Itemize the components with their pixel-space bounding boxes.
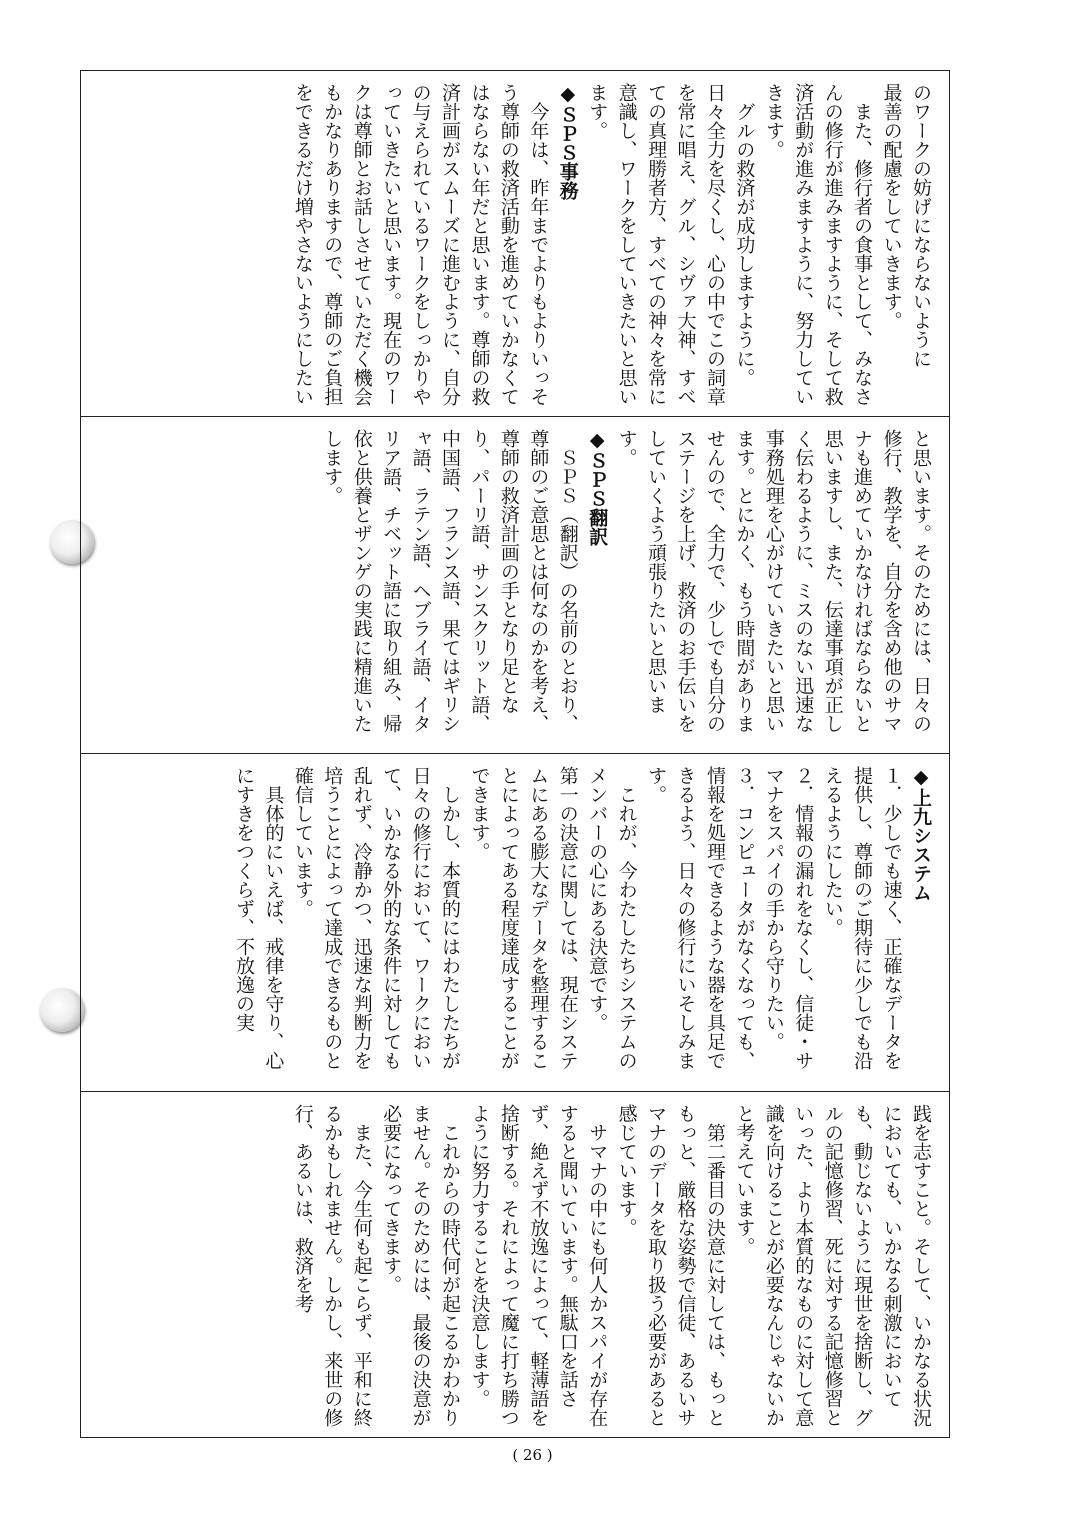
paragraph: これが、今わたしたちシステムのメンバーの心にある決意です。 [586,766,638,1070]
paragraph: しかし、本質的にはわたしたちが日々の修行において、ワークにおいて、いかなる外的な条件に対しても乱れず、冷静かつ、迅速な判断力を培うことによって達成できるものと確信しています。 [291,766,461,1070]
tier-2-text [81,417,949,753]
tier-4-text [81,1092,949,1437]
tier-1 [81,71,949,416]
paragraph: 具体的にいえば、戒律を守り、心にすきをつくらず、不放逸の実 [232,766,285,1070]
binder-hole-bottom [40,988,84,1032]
paragraph: これからの時代何が起こるかわかりません。そのためには、最後の決意が必要になってきます。 [380,1104,461,1427]
tier-2 [81,416,949,753]
paragraph: 第二番目の決意に対しては、もっともっと、厳格な姿勢で信徒、あるいサマナのデータを取り扱う必要があると感じています。 [615,1104,726,1427]
paragraph: のワークの妨げにならないように [910,83,932,368]
paragraph: １．少しでも速く、正確なデータを提供し、尊師のご期待に少しでも沿えるようにしたい。 [821,766,903,1070]
paragraph: グルの救済が成功しますように。日々全力を尽くし、心の中でこの詞章を常に唱え、グル、シヴァ大神、すべての真理勝者方、すべての神々を常に意識し、ワークをしていきたいと思います。 [586,83,756,406]
paragraph: ３．コンピュータがなくなっても、情報を処理できるような器を具足できるよう、日々の修行にいそしみます。 [645,766,756,1070]
text-frame [80,70,950,1438]
page-number: ( 26 ) [512,1446,553,1464]
tier-3-text [81,754,949,1091]
paragraph: ２．情報の漏れをなくし、信徒・サマナをスパイの手から守りたい。 [762,766,815,1070]
tier-1-text [81,71,949,416]
paragraph: 践を志すこと。そして、いかなる状況においても、いかなる刺激においても、動じないように現世を捨断し、グルの記憶修習、死に対する記憶修習といった、より本質的なものに対して意識を向けることが必要なんじゃないかと考えています。 [733,1104,932,1427]
paragraph: 今年は、昨年までよりもよりいっそう尊師の救済活動を進めていかなくてはならない年だと思います。尊師の救済計画がスムーズに進むように、自分の与えられているワークをしっかりやっていきたいと思います。現在のワークは尊師とお話しさせていただく機会もかなりありますので、尊師のご負担をできるだけ増やさないようにしたい [291,83,550,406]
paragraph: 第一の決意に関しては、現在システムにある膨大なデータを整理することによってある程度達成することができます。 [468,766,579,1070]
section-heading: ◆ＳＰＳ事務 [556,83,579,200]
paragraph: サマナの中にも何人かスパイが存在すると聞いています。無駄口を話さず、絶えず不放逸によって、軽薄語を捨断する。それによって魔に打ち勝つように努力することを決意します。 [468,1104,609,1427]
paragraph: 最善の配慮をしていきます。 [880,83,903,330]
tier-3 [81,753,949,1091]
section-heading: ◆ＳＰＳ翻訳 [586,429,609,546]
paragraph: また、修行者の食事として、みなさんの修行が進みますように、そして救済活動が進みますように、努力していきます。 [762,83,874,406]
section-heading: ◆上九システム [910,766,932,902]
paragraph: と思います。そのためには、日々の修行、教学を、自分を含め他のサマナも進めていかなければならないと思いますし、また、伝達事項が正しく伝わるように、ミスのない迅速な事務処理を心がけていきたいと思います。とにかく、もう時間がありませんので、全力で、少しでも自分のステージを上げ、救済のお手伝いをしていくよう頑張りたいと思います。 [615,429,932,733]
paragraph: ＳＰＳ（翻訳）の名前のとおり、尊師のご意思とは何なのかを考え、尊師の救済計画の手となり足となり、パーリ語、サンスクリット語、中国語、フランス語、果てはギリシャ語、ラテン語、ヘブライ語、イタリア語、チベット語に取り組み、帰依と供養とザンゲの実践に精進いたします。 [321,429,579,733]
tier-4 [81,1091,949,1437]
paragraph: また、今生何も起こらず、平和に終るかもしれません。しかし、来世の修行、あるいは、救済を考 [291,1104,373,1427]
